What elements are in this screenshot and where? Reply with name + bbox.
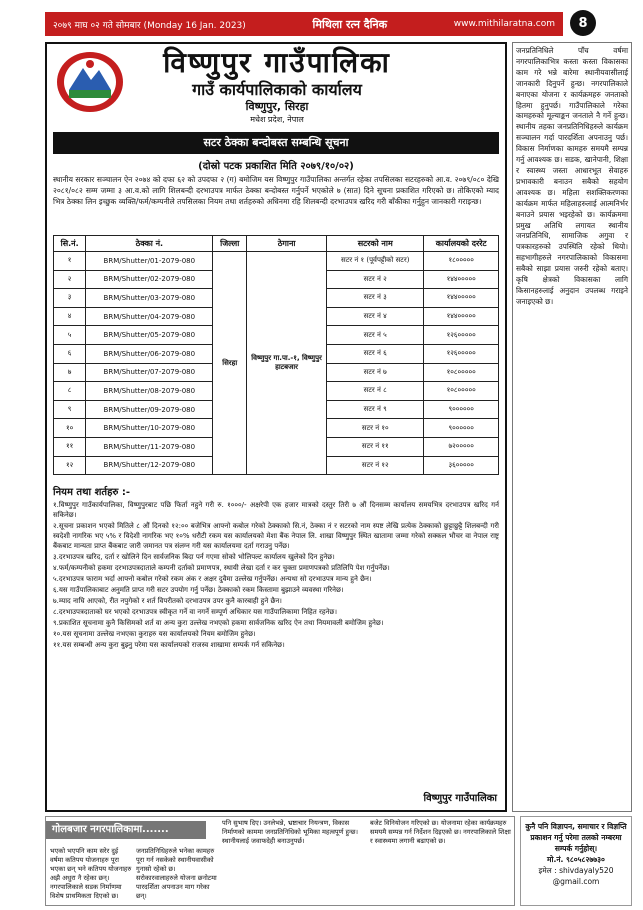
bottom-col-1: भएको भएपनि काम सरेर दुई वर्षमा कतिपय योजनाहरु पूरा भएका छन् भने कतिपय योजनाहरु अझै अधुरा नै रहेका छन्। नगरपालिकाले सडक निर्माणमा विशेष प्राथमिकता दिएको छ। xyxy=(50,847,132,900)
cell-sn: १ xyxy=(54,252,86,271)
term-item: ८.दरभाउपत्रदाताको घर भएको दरभाउपत्र स्वीकृत गर्ने वा नगर्ने सम्पूर्ण अधिकार यस गाउँपालिकामा निहित रहनेछ। xyxy=(53,608,337,616)
cell-shutter-name: सटर नं ३ xyxy=(327,289,424,308)
issue-date: २०७९ माघ ०२ गते सोमबार (Monday 16 Jan. 2023) xyxy=(53,20,246,31)
col-address: ठेगाना xyxy=(247,236,327,252)
cell-shutter-name: सटर नं ९ xyxy=(327,400,424,419)
cell-address: विष्णुपुर गा.पा.-१, विष्णुपुर हाटबजार xyxy=(247,252,327,475)
cell-shutter-name: सटर नं ८ xyxy=(327,382,424,401)
cell-rate: १४४००००० xyxy=(424,289,499,308)
term-item: ३.दरभाउपत्र खरिद, दर्ता र खोलिने दिन सार्वजनिक बिदा पर्न गएमा सोको भोलिपल्ट कार्यालय खुलेको दिन हुनेछ। xyxy=(53,553,335,561)
cell-contract-no: BRM/Shutter/04-2079-080 xyxy=(86,307,213,326)
cell-shutter-name: सटर नं ५ xyxy=(327,326,424,345)
bottom-col-4: बजेट विनियोजन गरिएको छ। योजनामा रहेका कार्यक्रमहरु समयमै सम्पन्न गर्न निर्देशन दिइएको छ। नगरपालिकाले शिक्षा र स्वास्थ्यमा लगानी बढाएको छ। xyxy=(370,819,511,845)
cell-sn: ५ xyxy=(54,326,86,345)
bottom-article xyxy=(45,816,515,906)
cell-rate: १४४००००० xyxy=(424,307,499,326)
right-column-article: जनप्रतिनिधिले पाँच वर्षमा नगरपालिकाभित्र कस्ता कस्ता विकासका काम गरे भन्ने बारेमा स्थानीयवासीलाई जानकारी दिनुपर्ने हुन्छ। नगरपालिकाले बनाएका योजना र कार्यक्रमहरु जनताको हितमा हुनुपर्छ। गाउँपालिकाले गरेका कामहरुको मूल्याङ्कन जनताले नै गर्ने हुन्छ। स्थानीय तहका जनप्रतिनिधिहरुले कार्यक्रम सञ्चालन गर्दा पारदर्शिता अपनाउनु पर्छ। विकास निर्माणका कामहरु समयमै सम्पन्न गर्नु आवश्यक छ। सडक, खानेपानी, शिक्षा र स्वास्थ्य जस्ता आधारभूत सेवाहरु प्रभावकारी बनाउन सबैको सहयोग आवश्यक छ। महिला सशक्तिकरणका कार्यक्रम मार्फत महिलाहरुलाई आत्मनिर्भर बनाउने प्रयास भइरहेको छ। कार्यक्रममा प्रमुख अतिथि लगायत स्थानीय जनप्रतिनिधि, सामाजिक अगुवा र पत्रकारहरुको उपस्थिति रहेको थियो। सहभागीहरुले नगरपालिकाको विकासमा सबैको साझा प्रयास जरुरी रहेको बताए। कृषि क्षेत्रको विकासका लागि किसानहरुलाई अनुदान उपलब्ध गराइने जनाइएको छ। xyxy=(512,42,632,812)
office-place: विष्णुपुर, सिरहा xyxy=(245,100,309,113)
office-province: मधेश प्रदेश, नेपाल xyxy=(250,115,304,124)
second-publication-date: (दोस्रो पटक प्रकाशित मिति २०७९/१०/०२) xyxy=(198,161,354,172)
term-item: २.सूचना प्रकाशन भएको मितिले ८ औं दिनको १२:०० बजेभित्र आफ्नो कबोल गरेको ठेक्काको सि.नं, ठेक्का नं र सटरको नाम स्पष्ट लेखि प्रत्येक ठेक्काको छुट्टाछुट्टै शिलबन्दी गरी स्वदेशी नागरिक भए ५% र विदेशी नागरिक भए १०% धरौटी रकम यस कार्यालयको मेशा बैंक नेपाल लि. शाखा विष्णुपुर स्थित खातामा जम्मा गरेको सक्कल भौचर वा नेपाल राष्ट्र बैंकबाट मान्यता प्राप्त बैंकबाट जारी जमानत पत्र संलग्न गरी यस कार्यालयमा दर्ता गराउनु पर्नेछ। xyxy=(53,522,499,550)
term-item: ४.फर्म/कम्पनीको हकमा दरभाउपत्रदाताले कम्पनी दर्ताको प्रमाणपत्र, स्थायी लेखा दर्ता र कर चुक्ता प्रमाणपत्रको प्रतिलिपि पेश गर्नुपर्नेछ। xyxy=(53,564,390,572)
cell-contract-no: BRM/Shutter/11-2079-080 xyxy=(86,437,213,456)
newspaper-header-bar xyxy=(45,12,563,36)
advertisement-box xyxy=(520,816,632,906)
cell-district: सिरहा xyxy=(213,252,247,475)
cell-contract-no: BRM/Shutter/02-2079-080 xyxy=(86,270,213,289)
ad-text: कुनै पनि विज्ञापन, समाचार र विज्ञप्ति प्रकाशन गर्नु परेमा तलको नम्बरमा सम्पर्क गर्नुहोस्। xyxy=(525,822,627,853)
cell-sn: ९ xyxy=(54,400,86,419)
terms-section xyxy=(53,484,499,651)
cell-rate: १०८००००० xyxy=(424,382,499,401)
term-item: ११.यस सम्बन्धी अन्य कुरा बुझ्नु परेमा यस कार्यालयको राजस्व शाखामा सम्पर्क गर्न सकिनेछ। xyxy=(53,641,285,649)
cell-sn: ४ xyxy=(54,307,86,326)
cell-shutter-name: सटर नं २ xyxy=(327,270,424,289)
table-row xyxy=(54,252,499,271)
term-item: ५.दरभाउपत्र फाराम भर्दा आफ्नो कबोल गरेको रकम अंक र अक्षर दुवैमा उल्लेख गर्नुपर्नेछ। अन्यथा सो दरभाउपत्र मान्य हुने छैन। xyxy=(53,575,372,583)
nepal-emblem-logo xyxy=(55,50,125,114)
cell-rate: १२६००००० xyxy=(424,326,499,345)
newspaper-name: मिथिला रत्न दैनिक xyxy=(312,17,388,31)
cell-contract-no: BRM/Shutter/06-2079-080 xyxy=(86,344,213,363)
signature: विष्णुपुर गाउँपालिका xyxy=(423,793,497,804)
cell-rate: ७२००००० xyxy=(424,437,499,456)
col-contract-no: ठेक्का नं. xyxy=(86,236,213,252)
ad-email[interactable]: इमेल : shivdayaly520 @gmail.com xyxy=(538,866,614,886)
cell-contract-no: BRM/Shutter/05-2079-080 xyxy=(86,326,213,345)
cell-contract-no: BRM/Shutter/12-2079-080 xyxy=(86,456,213,475)
cell-contract-no: BRM/Shutter/08-2079-080 xyxy=(86,382,213,401)
col-sn: सि.नं. xyxy=(54,236,86,252)
shutter-table xyxy=(53,235,499,475)
terms-title: नियम तथा शर्तहरु :- xyxy=(53,487,130,498)
bottom-col-3: पनि सुभाष दिए। उनलेभन्ने, भ्रष्टाचार नियन्त्रण, विकास निर्माणको काममा जनप्रतिनिधिको भूमिका महत्वपूर्ण हुन्छ। स्थानीयलाई जवाफदेही बनाउनुपर्छ। xyxy=(222,819,359,845)
office-name: गाउँ कार्यपालिकाको कार्यालय xyxy=(192,80,362,99)
cell-contract-no: BRM/Shutter/10-2079-080 xyxy=(86,419,213,438)
notice-intro: स्थानीय सरकार सञ्चालन ऐन २०७४ को दफा ६२ को उपदफा २ (ग) बमोजिम यस विष्णुपुर गाउँपालिका अन्तर्गत रहेका तपसिलका सटरहरुको आ.व. २०७९/०८० देखि २०८१/०८२ सम्म जम्मा ३ आ.व.को लागि शिलबन्दी दरभाउपत्र मार्फत ठेक्का बन्दोबस्त गर्नुपर्ने भएकोले ७ (सात) दिने सूचना प्रकाशित गरिएको छ। तोकिएको म्याद भित्र ठेक्का लिन इच्छुक व्यक्ति/फर्म/कम्पनीले तपसिलका नियम तथा शर्तहरुको अधिनमा रहि शिलबन्दी दरभाउपत्र खरिद गरी बाँकीका गर्नुहुन जानकारी गराइन्छ। xyxy=(53,175,499,207)
cell-rate: ९०००००० xyxy=(424,419,499,438)
term-item: ९.प्रकाशित सूचनामा कुनै किसिमको शर्त वा अन्य कुरा उल्लेख नभएको हकमा सार्वजनिक खरिद ऐन तथा नियमावली बमोजिम हुनेछ। xyxy=(53,619,384,627)
cell-rate: ९०००००० xyxy=(424,400,499,419)
cell-rate: १८००००० xyxy=(424,252,499,271)
cell-sn: १२ xyxy=(54,456,86,475)
notice-subject: सटर ठेक्का बन्दोबस्त सम्बन्धि सूचना xyxy=(53,132,499,154)
cell-shutter-name: सटर नं १० xyxy=(327,419,424,438)
term-item: ६.यस गाउँपालिकाबाट अनुमति प्राप्त गरी सटर उपयोग गर्नु पर्नेछ। ठेक्काको रकम किस्तामा बुझाउने व्यवस्था गरिनेछ। xyxy=(53,586,344,594)
col-shutter-name: सटरको नाम xyxy=(327,236,424,252)
bottom-col-2: जनप्रतिनिधिहरुले भनेका कामहरु पूरा गर्न नसकेको स्थानीयवासीको गुनासो रहेको छ। सरोकारवालाहरुले योजना छनोटमा पारदर्शिता अपनाउन माग गरेका छन्। xyxy=(136,847,217,900)
term-item: १.विष्णुपुर गाउँकार्यपालिका, विष्णुपुरबाट पछि फिर्ता नहुने गरी रु. १०००/- अक्षरेपी एक हजार मात्रको दस्तुर तिरी ७ औं दिनसम्म कार्यालय समयभित्र दरभाउपत्र खरिद गर्न सकिनेछ। xyxy=(53,501,499,519)
cell-shutter-name: सटर नं १२ xyxy=(327,456,424,475)
cell-rate: १४४००००० xyxy=(424,270,499,289)
tender-notice xyxy=(45,42,507,812)
website-link[interactable]: www.mithilaratna.com xyxy=(453,19,555,29)
cell-rate: १०८००००० xyxy=(424,363,499,382)
municipality-title: विष्णुपुर गाउँपालिका xyxy=(163,46,391,79)
bottom-article-title: गोलबजार नगरपालिकामा....... xyxy=(46,821,206,839)
term-item: ७.म्याद नाघि आएको, रीत नपुगेको र शर्त विपरीतको दरभाउपत्र उपर कुनै कारबाही हुने छैन। xyxy=(53,597,282,605)
cell-shutter-name: सटर नं १ (पूर्वपट्टीको सटर) xyxy=(327,252,424,271)
ad-phone: मो.नं. ९८०५८२७७३० xyxy=(547,855,605,864)
cell-sn: ११ xyxy=(54,437,86,456)
cell-sn: ६ xyxy=(54,344,86,363)
cell-contract-no: BRM/Shutter/01-2079-080 xyxy=(86,252,213,271)
col-district: जिल्ला xyxy=(213,236,247,252)
cell-shutter-name: सटर नं ११ xyxy=(327,437,424,456)
cell-sn: १० xyxy=(54,419,86,438)
table-header-row xyxy=(54,236,499,252)
cell-contract-no: BRM/Shutter/03-2079-080 xyxy=(86,289,213,308)
cell-shutter-name: सटर नं ४ xyxy=(327,307,424,326)
page-number: 8 xyxy=(570,10,596,36)
col-rate: कार्यालयको दररेट xyxy=(424,236,499,252)
cell-sn: २ xyxy=(54,270,86,289)
cell-contract-no: BRM/Shutter/07-2079-080 xyxy=(86,363,213,382)
cell-rate: १२६००००० xyxy=(424,344,499,363)
cell-sn: ३ xyxy=(54,289,86,308)
cell-contract-no: BRM/Shutter/09-2079-080 xyxy=(86,400,213,419)
cell-shutter-name: सटर नं ७ xyxy=(327,363,424,382)
cell-sn: ८ xyxy=(54,382,86,401)
municipality-header xyxy=(127,46,427,125)
cell-sn: ७ xyxy=(54,363,86,382)
cell-rate: ३६००००० xyxy=(424,456,499,475)
cell-shutter-name: सटर नं ६ xyxy=(327,344,424,363)
term-item: १०.यस सूचनामा उल्लेख नभएका कुराहरु यस कार्यालयको नियम बमोजिम हुनेछ। xyxy=(53,630,256,638)
